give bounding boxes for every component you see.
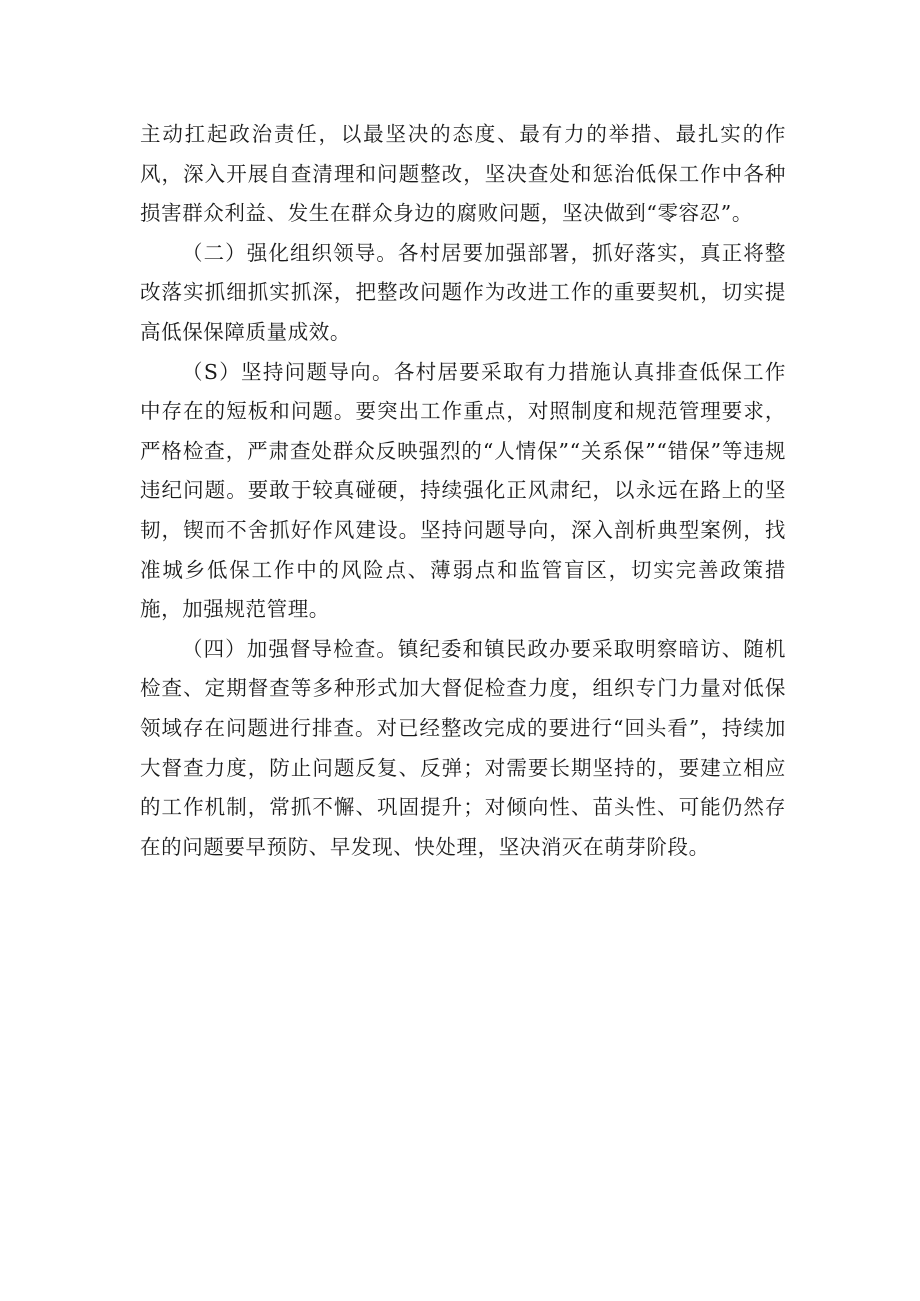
paragraph-section-2: （二）强化组织领导。各村居要加强部署，抓好落实，真正将整改落实抓细抓实抓深，把整改问题作为改进工作的重要契机，切实提高低保保障质量成效。 <box>140 240 786 344</box>
document-body <box>140 115 786 867</box>
paragraph-intro: 主动扛起政治责任，以最坚决的态度、最有力的举措、最扎实的作风，深入开展自查清理和问题整改，坚决查处和惩治低保工作中各种损害群众利益、发生在群众身边的腐败问题，坚决做到“零容忍”。 <box>140 122 786 226</box>
paragraph-section-4: （四）加强督导检查。镇纪委和镇民政办要采取明察暗访、随机检查、定期督查等多种形式加大督促检查力度，组织专门力量对低保领域存在问题进行排查。对已经整改完成的要进行“回头看”，持续加大督查力度，防止问题反复、反弹；对需要长期坚持的，要建立相应的工作机制，常抓不懈、巩固提升；对倾向性、苗头性、可能仍然存在的问题要早预防、早发现、快处理，坚决消灭在萌芽阶段。 <box>140 636 786 859</box>
paragraph-section-3: （S）坚持问题导向。各村居要采取有力措施认真排查低保工作中存在的短板和问题。要突出工作重点，对照制度和规范管理要求，严格检查，严肃查处群众反映强烈的“人情保”“关系保”“错保”等违规违纪问题。要敢于较真碰硬，持续强化正风肃纪，以永远在路上的坚韧，锲而不舍抓好作风建设。坚持问题导向，深入剖析典型案例，找准城乡低保工作中的风险点、薄弱点和监管盲区，切实完善政策措施，加强规范管理。 <box>140 359 786 622</box>
